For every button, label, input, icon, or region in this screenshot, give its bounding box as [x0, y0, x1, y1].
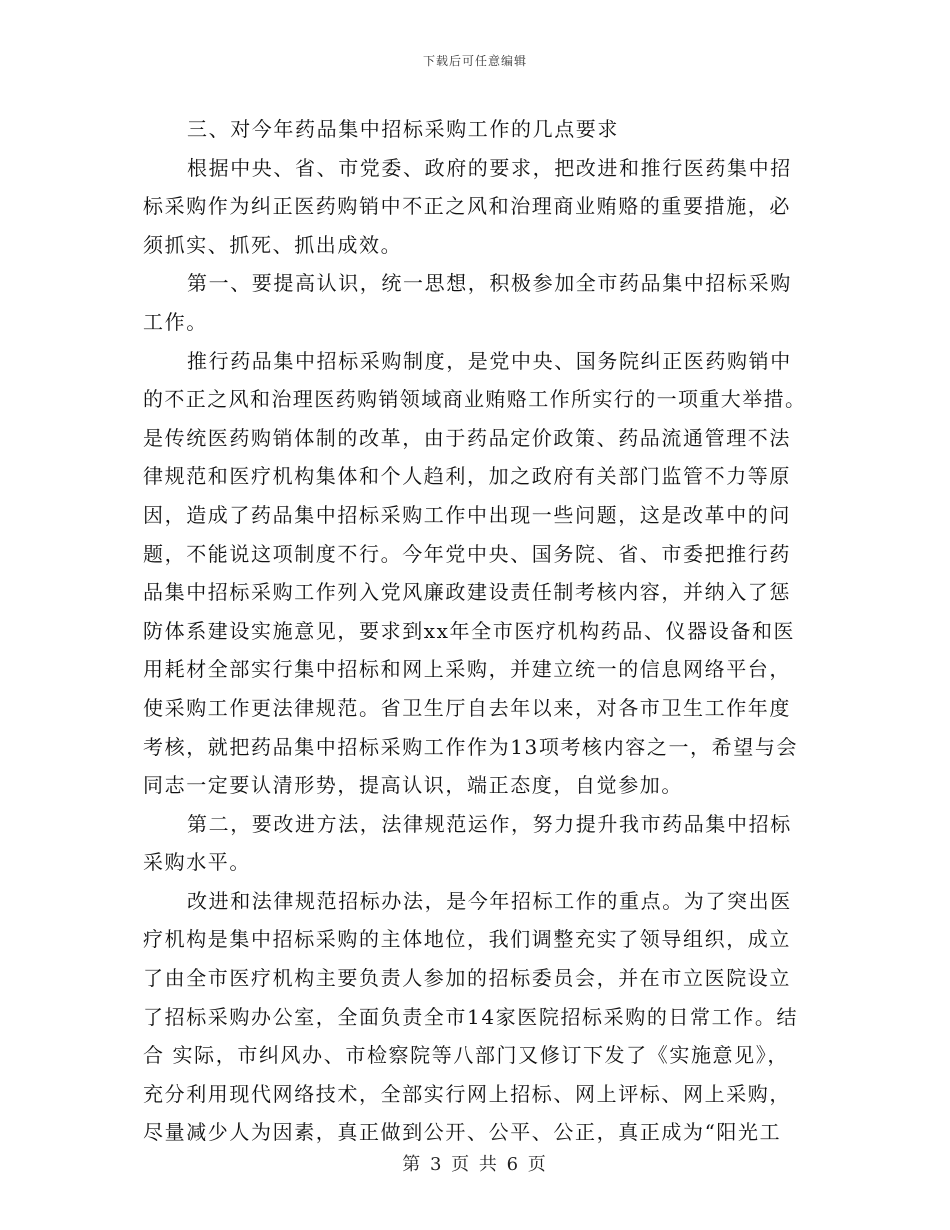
- text-line: 第一、要提高认识，统一思想，积极参加全市药品集中招标采购: [187, 271, 792, 296]
- text-line: 工作。: [143, 309, 208, 334]
- text-line: 推行药品集中招标采购制度，是党中央、国务院纠正医药购销中: [187, 348, 792, 373]
- text-line: 防体系建设实施意见，要求到xx年全市医疗机构药品、仪器设备和医: [143, 618, 796, 643]
- text-line: 了招标采购办公室，全面负责全市14家医院招标采购的日常工作。结: [143, 1004, 799, 1029]
- text-line: 题，不能说这项制度不行。今年党中央、国务院、省、市委把推行药: [143, 541, 791, 566]
- text-line: 第二，要改进方法，法律规范运作，努力提升我市药品集中招标: [187, 811, 792, 836]
- document-body: [143, 110, 807, 1152]
- page-number-footer: 第 3 页 共 6 页: [402, 1154, 548, 1175]
- text-line: 使采购工作更法律规范。省卫生厅自去年以来，对各市卫生工作年度: [143, 695, 791, 720]
- text-line: 标采购作为纠正医药购销中不正之风和治理商业贿赂的重要措施，必: [143, 194, 791, 219]
- text-line: 改进和法律规范招标办法，是今年招标工作的重点。为了突出医: [187, 888, 792, 913]
- text-line: 了由全市医疗机构主要负责人参加的招标委员会，并在市立医院设立: [143, 966, 791, 991]
- text-line: 考核，就把药品集中招标采购工作作为13项考核内容之一，希望与会: [143, 734, 799, 759]
- header-note: 下载后可任意编辑: [422, 54, 527, 68]
- text-line: 同志一定要认清形势，提高认识，端正态度，自觉参加。: [143, 773, 683, 798]
- text-line: 是传统医药购销体制的改革，由于药品定价政策、药品流通管理不法: [143, 425, 791, 450]
- text-line: 三、对今年药品集中招标采购工作的几点要求: [187, 117, 619, 141]
- text-line: 因，造成了药品集中招标采购工作中出现一些问题，这是改革中的问: [143, 502, 791, 527]
- text-line: 须抓实、抓死、抓出成效。: [143, 232, 403, 257]
- text-line: 根据中央、省、市党委、政府的要求，把改进和推行医药集中招: [187, 155, 792, 180]
- text-line: 的不正之风和治理医药购销领域商业贿赂工作所实行的一项重大举措。: [143, 387, 807, 412]
- text-line: 用耗材全部实行集中招标和网上采购，并建立统一的信息网络平台，: [143, 657, 791, 682]
- text-line: 律规范和医疗机构集体和个人趋利，加之政府有关部门监管不力等原: [143, 464, 791, 489]
- text-line: 合 实际，市纠风办、市检察院等八部门又修订下发了《实施意见》，: [143, 1043, 789, 1068]
- text-line: 疗机构是集中招标采购的主体地位，我们调整充实了领导组织，成立: [143, 927, 791, 952]
- text-line: 品集中招标采购工作列入党风廉政建设责任制考核内容，并纳入了惩: [143, 580, 791, 605]
- text-line: 尽量减少人为因素，真正做到公开、公平、公正，真正成为“阳光工: [143, 1120, 782, 1145]
- text-line: 采购水平。: [143, 850, 251, 875]
- text-line: 充分利用现代网络技术，全部实行网上招标、网上评标、网上采购，: [143, 1081, 791, 1106]
